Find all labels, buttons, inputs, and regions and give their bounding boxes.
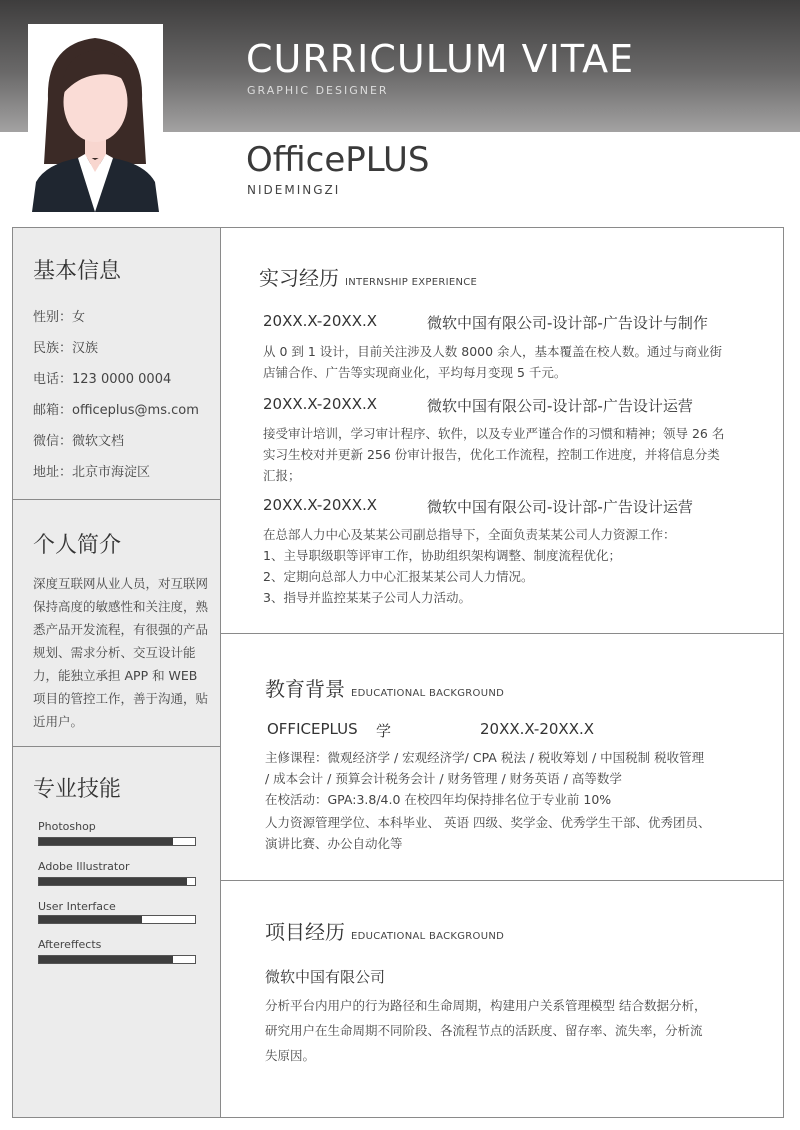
info-phone: 电话：123 0000 0004 [33, 372, 172, 387]
desc-line: 实习生校对并更新 256 份审计报告，优化工作流程，控制工作进度，并将信息分类 [263, 447, 720, 462]
internship-3-desc [263, 524, 763, 608]
section-divider [221, 880, 783, 881]
internship-2-period: 20XX.X-20XX.X [263, 395, 378, 413]
projects-company: 微软中国有限公司 [265, 968, 386, 986]
projects-heading [265, 916, 504, 945]
desc-line: 在总部人力中心及某某公司副总指导下，全面负责某某公司人力资源工作： [263, 527, 676, 542]
skill-label-photoshop: Photoshop [38, 820, 96, 833]
skill-bar-aftereffects [38, 955, 196, 964]
desc-line: 1、主导职级职等评审工作，协助组织架构调整、制度流程优化； [263, 548, 621, 563]
desc-line: 分析平台内用户的行为路径和生命周期，构建用户关系管理模型 结合数据分析， [265, 998, 707, 1013]
desc-line: 人力资源管理学位、本科毕业、 英语 四级、奖学金、优秀学生干部、优秀团员、 [265, 815, 711, 830]
internship-title: 实习经历 [259, 266, 339, 290]
education-major: 学 [376, 722, 392, 740]
internship-1-period: 20XX.X-20XX.X [263, 312, 378, 330]
basic-info-heading: 基本信息 [33, 259, 122, 284]
internship-2-desc [263, 423, 763, 486]
desc-line: 3、指导并监控某某子公司人力活动。 [263, 590, 471, 605]
desc-line: / 成本会计 / 预算会计税务会计 / 财务管理 / 财务英语 / 高等数学 [265, 771, 622, 786]
skill-bar-illustrator [38, 877, 196, 886]
education-desc [265, 747, 765, 854]
desc-line: 失原因。 [265, 1048, 316, 1063]
desc-line: 汇报； [263, 468, 301, 483]
internship-3-period: 20XX.X-20XX.X [263, 496, 378, 514]
internship-1-desc [263, 341, 763, 383]
desc-line: 演讲比赛、办公自动化等 [265, 836, 403, 851]
skill-label-aftereffects: Aftereffects [38, 938, 102, 951]
desc-line: 2、定期向总部人力中心汇报某某公司人力情况。 [263, 569, 534, 584]
info-ethnicity: 民族：汉族 [33, 341, 99, 356]
main-column [221, 228, 783, 1117]
skill-fill [39, 878, 187, 885]
info-gender: 性别：女 [33, 310, 86, 325]
skill-bar-photoshop [38, 837, 196, 846]
internship-heading [259, 262, 477, 291]
internship-title-en: INTERNSHIP EXPERIENCE [345, 277, 478, 288]
education-heading [265, 673, 504, 702]
candidate-name: OfficePLUS [246, 140, 430, 180]
profile-text: 深度互联网从业人员，对互联网保持高度的敏感性和关注度，熟悉产品开发流程，有很强的产品规划、需求分析、交互设计能力，能独立承担 APP 和 WEB 项目的管控工作，善于沟通，贴近用户。 [33, 576, 209, 729]
skill-fill [39, 956, 173, 963]
skill-label-ui: User Interface [38, 900, 116, 913]
skill-label-illustrator: Adobe Illustrator [38, 860, 130, 873]
projects-desc [265, 993, 765, 1068]
resume-body [12, 227, 784, 1118]
projects-title-en: EDUCATIONAL BACKGROUND [351, 931, 505, 942]
education-period: 20XX.X-20XX.X [480, 720, 595, 738]
sidebar-divider [13, 746, 220, 747]
desc-line: 从 0 到 1 设计，目前关注涉及人数 8000 余人，基本覆盖在校人数。通过与商业街 [263, 344, 723, 359]
avatar-icon [28, 24, 163, 212]
desc-line: 店铺合作、广告等实现商业化，平均每月变现 5 千元。 [263, 365, 567, 380]
internship-1-org: 微软中国有限公司-设计部-广告设计与制作 [427, 314, 708, 332]
education-title: 教育背景 [265, 677, 345, 701]
skill-bar-ui [38, 915, 196, 924]
education-title-en: EDUCATIONAL BACKGROUND [351, 688, 505, 699]
desc-line: 接受审计培训，学习审计程序、软件，以及专业严谨合作的习惯和精神；领导 26 名 [263, 426, 725, 441]
education-school: OFFICEPLUS [267, 720, 358, 738]
internship-3-org: 微软中国有限公司-设计部-广告设计运营 [427, 498, 693, 516]
projects-title: 项目经历 [265, 920, 345, 944]
profile-photo [28, 24, 163, 212]
info-email: 邮箱：officeplus@ms.com [33, 403, 199, 418]
candidate-pinyin: NIDEMINGZI [247, 183, 341, 197]
sidebar [13, 228, 221, 1117]
sidebar-divider [13, 499, 220, 500]
desc-line: 研究用户在生命周期不同阶段、各流程节点的活跃度、留存率、流失率，分析流 [265, 1023, 703, 1038]
profile-heading: 个人简介 [33, 533, 122, 558]
section-divider [221, 633, 783, 634]
internship-2-org: 微软中国有限公司-设计部-广告设计运营 [427, 397, 693, 415]
desc-line: 在校活动：GPA:3.8/4.0 在校四年均保持排名位于专业前 10% [265, 792, 612, 807]
info-address: 地址：北京市海淀区 [33, 465, 151, 480]
skill-fill [39, 838, 173, 845]
desc-line: 主修课程：微观经济学 / 宏观经济学/ CPA 税法 / 税收筹划 / 中国税制 税收管理 [265, 750, 705, 765]
info-wechat: 微信：微软文档 [33, 434, 125, 449]
cv-subtitle: GRAPHIC DESIGNER [247, 84, 389, 97]
skills-heading: 专业技能 [33, 777, 122, 802]
cv-title: CURRICULUM VITAE [246, 37, 635, 81]
skill-fill [39, 916, 142, 923]
